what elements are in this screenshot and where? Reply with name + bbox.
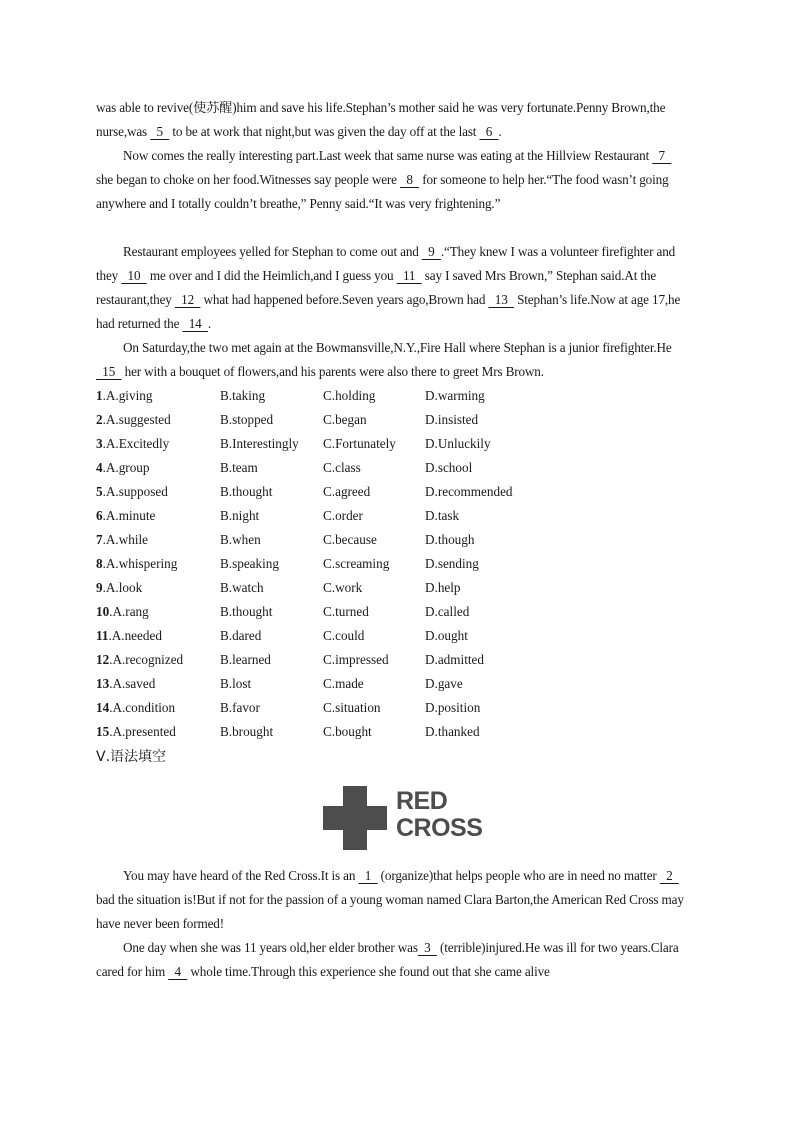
option-d[interactable]: D.gave — [425, 676, 463, 691]
passage1-paragraph-2 — [96, 144, 688, 216]
option-d[interactable]: D.thanked — [425, 724, 480, 739]
option-d[interactable]: D.sending — [425, 556, 479, 571]
option-d[interactable]: D.school — [425, 460, 473, 475]
option-a-text: .A.group — [102, 460, 150, 475]
blank-11[interactable]: 11 — [396, 268, 422, 283]
option-d[interactable]: D.task — [425, 508, 460, 523]
option-c[interactable]: C.impressed — [323, 652, 389, 667]
option-b[interactable]: B.team — [220, 460, 258, 475]
text-segment: bad the situation is!But if not for the passion of a young woman named Clara Barton,the American Red Cross may have never been formed! — [96, 892, 684, 931]
option-row-3 — [96, 432, 565, 456]
option-row-15 — [96, 720, 565, 744]
text-segment: (organize)that helps people who are in need no matter — [377, 868, 660, 883]
option-d[interactable]: D.though — [425, 532, 475, 547]
option-a[interactable] — [96, 528, 220, 552]
option-row-12 — [96, 648, 565, 672]
passage1-paragraph-4 — [96, 336, 688, 384]
option-c[interactable]: C.holding — [323, 388, 376, 403]
option-c[interactable]: C.could — [323, 628, 365, 643]
question-number: 12 — [96, 652, 110, 667]
option-c[interactable]: C.Fortunately — [323, 436, 396, 451]
option-d[interactable]: D.recommended — [425, 484, 513, 499]
option-c[interactable]: C.situation — [323, 700, 381, 715]
option-c[interactable]: C.screaming — [323, 556, 390, 571]
blank-4[interactable]: 4 — [168, 964, 188, 979]
question-number: 5 — [96, 484, 103, 499]
question-number: 3 — [96, 436, 103, 451]
blank-3[interactable]: 3 — [417, 940, 437, 955]
question-number: 14 — [96, 700, 110, 715]
question-number: 4 — [96, 460, 103, 475]
blank-10[interactable]: 10 — [121, 268, 147, 283]
blank-8[interactable]: 8 — [400, 172, 420, 187]
passage2-paragraph-1 — [96, 864, 688, 936]
question-number: 8 — [96, 556, 103, 571]
cross-icon — [323, 786, 387, 850]
option-a-text: .A.giving — [102, 388, 153, 403]
option-a-text: .A.needed — [108, 628, 162, 643]
question-number: 10 — [96, 604, 110, 619]
option-row-2 — [96, 408, 565, 432]
option-a-text: .A.rang — [109, 604, 149, 619]
option-a[interactable] — [96, 456, 220, 480]
option-c[interactable]: C.turned — [323, 604, 369, 619]
logo-text — [396, 788, 482, 842]
text-segment: me over and I did the Heimlich,and I guess you — [146, 268, 397, 283]
question-number: 11 — [96, 628, 109, 643]
option-b[interactable]: B.watch — [220, 580, 264, 595]
question-number: 15 — [96, 724, 110, 739]
text-segment: Restaurant employees yelled for Stephan to come out and — [123, 244, 422, 259]
option-a-text: .A.recognized — [109, 652, 184, 667]
text-segment: . — [207, 316, 212, 331]
question-number: 13 — [96, 676, 110, 691]
option-row-14 — [96, 696, 565, 720]
text-segment: One day when she was 11 years old,her elder brother was — [123, 940, 418, 955]
option-a-text: .A.supposed — [102, 484, 168, 499]
red-cross-logo — [323, 786, 483, 850]
text-segment: . — [498, 124, 502, 139]
option-row-4 — [96, 456, 565, 480]
option-b[interactable]: B.brought — [220, 724, 274, 739]
blank-6[interactable]: 6 — [479, 124, 499, 139]
option-row-5 — [96, 480, 565, 504]
option-d[interactable]: D.warming — [425, 388, 485, 403]
blank-2[interactable]: 2 — [659, 868, 679, 883]
option-b[interactable]: B.speaking — [220, 556, 279, 571]
option-row-9 — [96, 576, 565, 600]
option-d[interactable]: D.ought — [425, 628, 468, 643]
option-a[interactable] — [96, 600, 220, 624]
option-a[interactable] — [96, 384, 220, 408]
option-a[interactable] — [96, 624, 220, 648]
option-b[interactable]: B.favor — [220, 700, 260, 715]
option-a-text: .A.condition — [109, 700, 176, 715]
option-d[interactable]: D.insisted — [425, 412, 479, 427]
option-b[interactable]: B.learned — [220, 652, 271, 667]
option-a-text: .A.presented — [109, 724, 176, 739]
text-segment: for someone to help her.“The food wasn’t going anywhere and I totally couldn’t breathe,” Penny said.“It was very frightening.” — [96, 172, 669, 211]
logo-line-2: CROSS — [396, 814, 483, 842]
question-number: 1 — [96, 388, 103, 403]
option-d[interactable]: D.admitted — [425, 652, 484, 667]
option-a[interactable] — [96, 432, 220, 456]
option-a[interactable] — [96, 552, 220, 576]
option-c[interactable]: C.began — [323, 412, 367, 427]
option-row-8 — [96, 552, 565, 576]
option-c[interactable]: C.bought — [323, 724, 372, 739]
option-a-text: .A.whispering — [102, 556, 178, 571]
option-b[interactable]: B.Interestingly — [220, 436, 299, 451]
option-row-7 — [96, 528, 565, 552]
text-segment: .“They knew I was a volunteer firefighter and they — [96, 244, 676, 283]
text-segment: You may have heard of the Red Cross.It is an — [123, 868, 359, 883]
logo-line-1: RED — [396, 787, 448, 815]
passage1-paragraph-1 — [96, 96, 688, 144]
blank-5[interactable]: 5 — [150, 124, 170, 139]
question-number: 6 — [96, 508, 103, 523]
passage2-paragraph-2 — [96, 936, 688, 984]
blank-13[interactable]: 13 — [488, 292, 514, 307]
option-a[interactable] — [96, 720, 220, 744]
option-row-1 — [96, 384, 565, 408]
text-segment: was able to revive(使苏醒)him and save his life.Stephan’s mother said he was very fortunate.Penny Brown,the nurse,was — [96, 100, 666, 139]
passage1-paragraph-3 — [96, 240, 688, 336]
option-a-text: .A.saved — [109, 676, 156, 691]
option-d[interactable]: D.position — [425, 700, 481, 715]
option-c[interactable]: C.made — [323, 676, 364, 691]
option-a-text: .A.while — [102, 532, 149, 547]
option-b[interactable]: B.thought — [220, 604, 273, 619]
text-segment: whole time.Through this experience she found out that she came alive — [187, 964, 550, 979]
text-segment: Now comes the really interesting part.Last week that same nurse was eating at the Hillview Restaurant — [123, 148, 653, 163]
text-segment: to be at work that night,but was given the day off at the last — [169, 124, 480, 139]
section-title: Ⅴ.语法填空 — [96, 749, 167, 765]
option-d[interactable]: D.Unluckily — [425, 436, 491, 451]
blank-14[interactable]: 14 — [182, 316, 208, 331]
text-segment: Stephan’s life.Now at age 17,he had returned the — [96, 292, 681, 331]
option-row-13 — [96, 672, 565, 696]
blank-15[interactable]: 15 — [96, 364, 122, 379]
option-a-text: .A.minute — [102, 508, 156, 523]
option-row-6 — [96, 504, 565, 528]
option-a-text: .A.look — [102, 580, 143, 595]
option-a[interactable] — [96, 504, 220, 528]
option-c[interactable]: C.because — [323, 532, 377, 547]
option-row-11 — [96, 624, 565, 648]
option-d[interactable]: D.help — [425, 580, 461, 595]
option-b[interactable]: B.night — [220, 508, 260, 523]
option-b[interactable]: B.dared — [220, 628, 262, 643]
option-a[interactable] — [96, 408, 220, 432]
blank-7[interactable]: 7 — [652, 148, 672, 163]
option-c[interactable]: C.work — [323, 580, 363, 595]
option-a[interactable] — [96, 576, 220, 600]
option-a-text: .A.Excitedly — [102, 436, 170, 451]
option-b[interactable]: B.taking — [220, 388, 266, 403]
option-c[interactable]: C.class — [323, 460, 361, 475]
blank-9[interactable]: 9 — [421, 244, 441, 259]
option-b[interactable]: B.when — [220, 532, 261, 547]
option-row-10 — [96, 600, 565, 624]
option-a-text: .A.suggested — [102, 412, 171, 427]
question-number: 2 — [96, 412, 103, 427]
option-a[interactable] — [96, 480, 220, 504]
option-b[interactable]: B.stopped — [220, 412, 274, 427]
blank-1[interactable]: 1 — [358, 868, 378, 883]
option-c[interactable]: C.agreed — [323, 484, 371, 499]
question-number: 9 — [96, 580, 103, 595]
blank-12[interactable]: 12 — [174, 292, 201, 307]
option-a[interactable] — [96, 648, 220, 672]
text-segment: her with a bouquet of flowers,and his parents were also there to greet Mrs Brown. — [121, 364, 544, 379]
text-segment: On Saturday,the two met again at the Bowmansville,N.Y.,Fire Hall where Stephan is a junior firefighter.He — [123, 340, 672, 355]
options-table — [96, 384, 565, 744]
text-segment: what had happened before.Seven years ago,Brown had — [200, 292, 489, 307]
text-segment: say I saved Mrs Brown,” Stephan said.At the restaurant,they — [96, 268, 657, 307]
question-number: 7 — [96, 532, 103, 547]
option-c[interactable]: C.order — [323, 508, 363, 523]
option-a[interactable] — [96, 672, 220, 696]
option-d[interactable]: D.called — [425, 604, 470, 619]
text-segment: she began to choke on her food.Witnesses say people were — [96, 172, 401, 187]
text-segment: (terrible)injured.He was ill for two years.Clara cared for him — [96, 940, 679, 979]
option-b[interactable]: B.thought — [220, 484, 273, 499]
option-a[interactable] — [96, 696, 220, 720]
option-b[interactable]: B.lost — [220, 676, 252, 691]
